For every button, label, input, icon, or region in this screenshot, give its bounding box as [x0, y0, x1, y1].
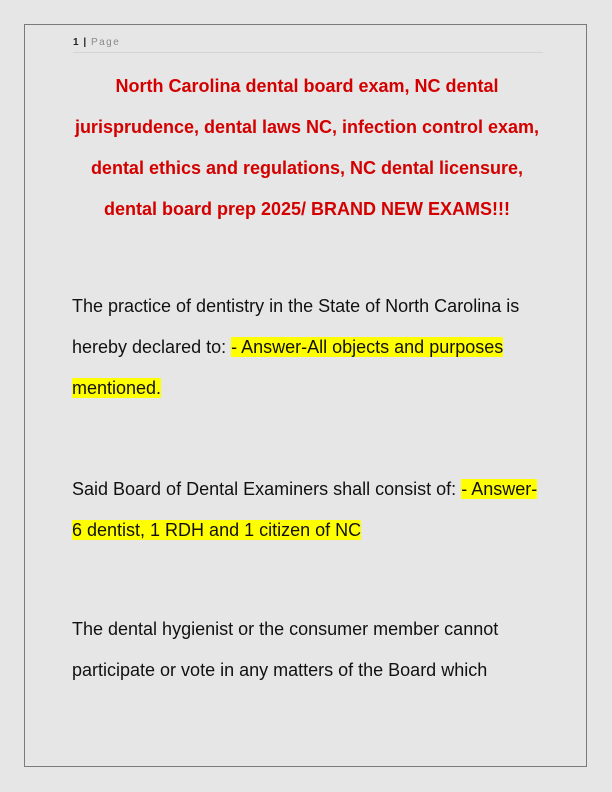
question-text: Said Board of Dental Examiners shall consist of:: [72, 479, 462, 499]
page-separator: |: [83, 37, 87, 48]
question-block: [72, 469, 547, 551]
page-word: Page: [90, 37, 121, 48]
question-text: The practice of dentistry in the State of North Carolina is hereby declared to:: [72, 296, 520, 357]
answer-highlight: - Answer-All objects and purposes mentioned.: [72, 337, 504, 398]
document-page: [24, 24, 587, 767]
answer-highlight: - Answer- 6 dentist, 1 RDH and 1 citizen of NC: [72, 479, 538, 540]
page-number: 1: [73, 37, 79, 48]
page-header: [73, 36, 543, 53]
question-block: [72, 286, 547, 409]
question-block: [72, 609, 547, 691]
document-title: North Carolina dental board exam, NC dental jurisprudence, dental laws NC, infection control exam, dental ethics and regulations, NC dental licensure, dental board prep 2025/ BRAND NEW EXAMS!!!: [74, 76, 540, 219]
question-text: The dental hygienist or the consumer member cannot participate or vote in any matters of the Board which: [72, 619, 499, 680]
